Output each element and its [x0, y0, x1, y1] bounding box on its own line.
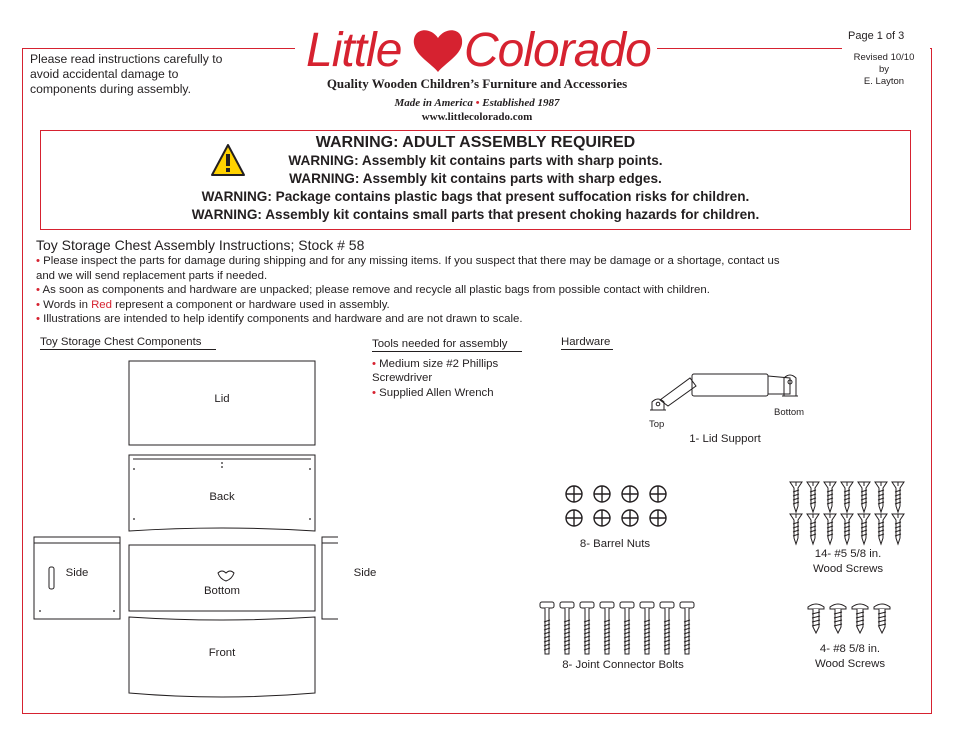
list-item: • Words in Red represent a component or hardware used in assembly. — [36, 298, 390, 311]
svg-text:Little: Little — [306, 24, 402, 76]
barrel-nut — [650, 510, 666, 526]
wood-screws-5-label: 14- #5 5/8 in. Wood Screws — [812, 548, 884, 575]
barrel-nut — [566, 510, 582, 526]
front-label: Front — [208, 647, 236, 659]
wood-screws-8-label: 4- #8 5/8 in. Wood Screws — [814, 643, 886, 670]
list-item: • Please inspect the parts for damage during shipping and for any missing items. If you suspect that there may be damage or a shortage, contact us and we will send replacement parts if needed. — [36, 255, 780, 282]
tool-screwdriver: • Medium size #2 Phillips Screwdriver — [372, 358, 499, 384]
instructions-list — [36, 254, 856, 327]
barrel-nut — [622, 510, 638, 526]
read-instructions-note: Please read instructions carefully to avoid accidental damage to components during assembly. — [30, 52, 223, 96]
warning-choking: WARNING: Assembly kit contains small parts that present choking hazards for children. — [191, 207, 760, 222]
wood-screws-5-illustration — [788, 480, 918, 548]
bottom-label: Bottom — [203, 585, 241, 597]
list-item: • As soon as components and hardware are unpacked; please remove and recycle all plastic bags from possible contact with children. — [36, 284, 710, 297]
warning-suffocation: WARNING: Package contains plastic bags that present suffocation risks for children. — [201, 189, 750, 204]
side-left-label: Side — [65, 567, 89, 579]
warning-sharp-points: WARNING: Assembly kit contains parts with sharp points. — [288, 153, 663, 168]
barrel-nuts-illustration — [562, 482, 672, 532]
back-label: Back — [209, 491, 235, 503]
made-in-america: Made in America • Established 1987 — [394, 97, 560, 109]
barrel-nut — [594, 486, 610, 502]
lid-support-label: 1- Lid Support — [689, 433, 761, 445]
svg-text:Colorado: Colorado — [464, 24, 651, 76]
website-url: www.littlecolorado.com — [421, 111, 533, 123]
revision-note: Revised 10/10 by E. Layton — [853, 52, 915, 87]
components-heading: Toy Storage Chest Components — [40, 336, 216, 350]
side-right-panel — [322, 537, 338, 619]
company-logo — [300, 16, 660, 76]
list-item: • Illustrations are intended to help identify components and hardware and are not drawn to scale. — [36, 313, 523, 326]
barrel-nut — [622, 486, 638, 502]
hardware-heading: Hardware — [561, 336, 613, 350]
instructions-title: Toy Storage Chest Assembly Instructions; Stock # 58 — [36, 237, 365, 253]
tool-allen-wrench: • Supplied Allen Wrench — [372, 387, 494, 399]
warning-title: WARNING: ADULT ASSEMBLY REQUIRED — [315, 134, 636, 151]
joint-bolts-label: 8- Joint Connector Bolts — [562, 659, 684, 671]
barrel-nut — [594, 510, 610, 526]
warning-sharp-edges: WARNING: Assembly kit contains parts with sharp edges. — [289, 171, 662, 186]
tagline: Quality Wooden Children’s Furniture and Accessories — [326, 76, 628, 91]
barrel-nut — [650, 486, 666, 502]
bottom-panel — [129, 545, 315, 611]
joint-bolts-illustration — [538, 600, 708, 656]
lid-support-bottom-label: Bottom — [774, 407, 805, 418]
barrel-nut — [566, 486, 582, 502]
lid-support-top-label: Top — [649, 419, 665, 430]
page-number: Page 1 of 3 — [848, 30, 905, 42]
lid-label: Lid — [214, 393, 230, 405]
barrel-nuts-label: 8- Barrel Nuts — [579, 538, 651, 550]
wood-screws-8-illustration — [806, 600, 896, 636]
side-right-label: Side — [353, 567, 377, 579]
tools-heading: Tools needed for assembly — [372, 338, 522, 352]
